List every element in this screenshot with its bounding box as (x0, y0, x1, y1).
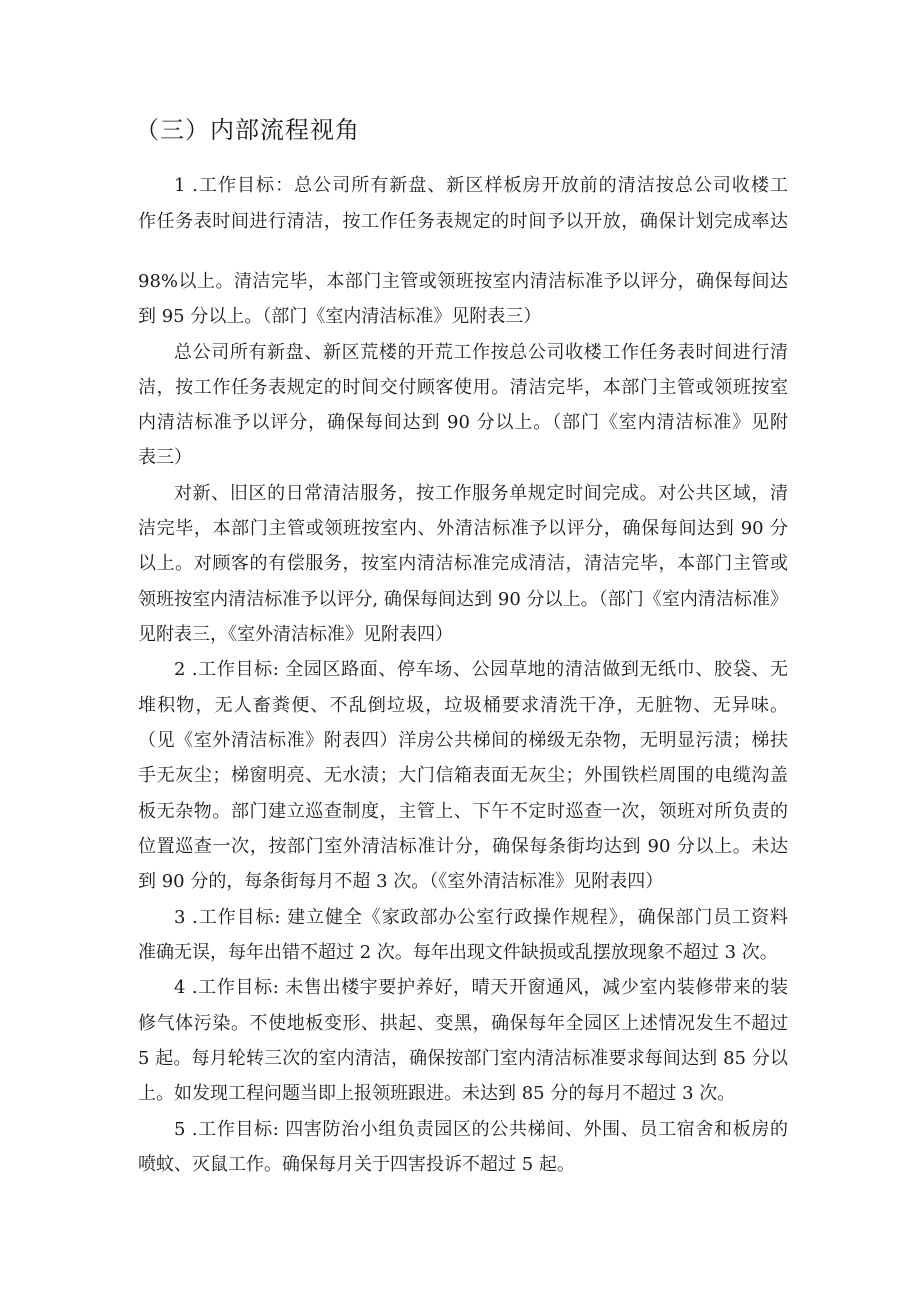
item-2-line-2: 堆积物，无人畜粪便、不乱倒垃圾，垃圾桶要求清洗干净，无脏物、无异味。 (138, 695, 788, 716)
item-5-line-1: 5 .工作目标: 四害防治小组负责园区的公共梯间、外围、员工宿舍和板房的 (174, 1119, 788, 1140)
item-4-line-1: 4 .工作目标: 未售出楼宇要护养好，晴天开窗通风，减少室内装修带来的装 (174, 977, 788, 998)
item-2-line-6: 位置巡查一次，按部门室外清洁标准计分，确保每条街均达到 90 分以上。未达 (138, 836, 788, 857)
para-2-line-3: 内清洁标准予以评分，确保每间达到 90 分以上。（部门《室内清洁标准》见附 (138, 412, 788, 433)
item-1-line-4: 到 95 分以上。（部门《室内清洁标准》见附表三） (138, 306, 542, 327)
para-3-line-3: 以上。对顾客的有偿服务，按室内清洁标准完成清洁，清洁完毕，本部门主管或 (138, 553, 788, 574)
para-3-line-4: 领班按室内清洁标准予以评分, 确保每间达到 90 分以上。（部门《室内清洁标准》 (138, 589, 788, 610)
para-2-line-4: 表三） (138, 447, 192, 468)
item-2-line-7: 到 90 分的，每条街每月不超 3 次。（《室外清洁标准》见附表四） (138, 871, 664, 892)
para-2-line-2: 洁，按工作任务表规定的时间交付顾客使用。清洁完毕，本部门主管或领班按室 (138, 377, 788, 398)
item-4-line-3: 5 起。每月轮转三次的室内清洁，确保按部门室内清洁标准要求每间达到 85 分以 (138, 1048, 788, 1069)
item-2-line-1: 2 .工作目标: 全园区路面、停车场、公园草地的清洁做到无纸巾、胶袋、无 (174, 659, 788, 680)
para-2-line-1: 总公司所有新盘、新区荒楼的开荒工作按总公司收楼工作任务表时间进行清 (174, 342, 788, 363)
para-3-line-2: 洁完毕，本部门主管或领班按室内、外清洁标准予以评分，确保每间达到 90 分 (138, 518, 788, 539)
item-4-line-2: 修气体污染。不使地板变形、拱起、变黑，确保每年全园区上述情况发生不超过 (138, 1013, 788, 1034)
item-3-line-2: 准确无误，每年出错不超过 2 次。每年出现文件缺损或乱摆放现象不超过 3 次。 (138, 942, 778, 963)
para-3-line-1: 对新、旧区的日常清洁服务，按工作服务单规定时间完成。对公共区域，清 (174, 483, 788, 504)
item-1-line-3: 98%以上。清洁完毕，本部门主管或领班按室内清洁标准予以评分，确保每间达 (138, 271, 788, 292)
item-2-line-3: （见《室外清洁标准》附表四）洋房公共梯间的梯级无杂物，无明显污渍；梯扶 (138, 730, 788, 751)
para-3-line-5: 见附表三，《室外清洁标准》见附表四） (138, 624, 453, 645)
item-2-line-5: 板无杂物。部门建立巡查制度，主管上、下午不定时巡查一次，领班对所负责的 (138, 801, 788, 822)
item-5-line-2: 喷蚊、灭鼠工作。确保每月关于四害投诉不超过 5 起。 (138, 1154, 575, 1175)
item-2-line-4: 手无灰尘；梯窗明亮、无水渍；大门信箱表面无灰尘；外围铁栏周围的电缆沟盖 (138, 765, 788, 786)
item-1-line-1: 1 .工作目标：总公司所有新盘、新区样板房开放前的清洁按总公司收楼工 (174, 175, 788, 196)
item-3-line-1: 3 .工作目标: 建立健全《家政部办公室行政操作规程》，确保部门员工资料 (174, 907, 788, 928)
item-1-line-2: 作任务表时间进行清洁，按工作任务表规定的时间予以开放，确保计划完成率达 (138, 211, 788, 232)
section-heading: （三）内部流程视角 (135, 116, 360, 144)
item-4-line-4: 上。如发现工程问题当即上报领班跟进。未达到 85 分的每月不超过 3 次。 (138, 1083, 736, 1104)
